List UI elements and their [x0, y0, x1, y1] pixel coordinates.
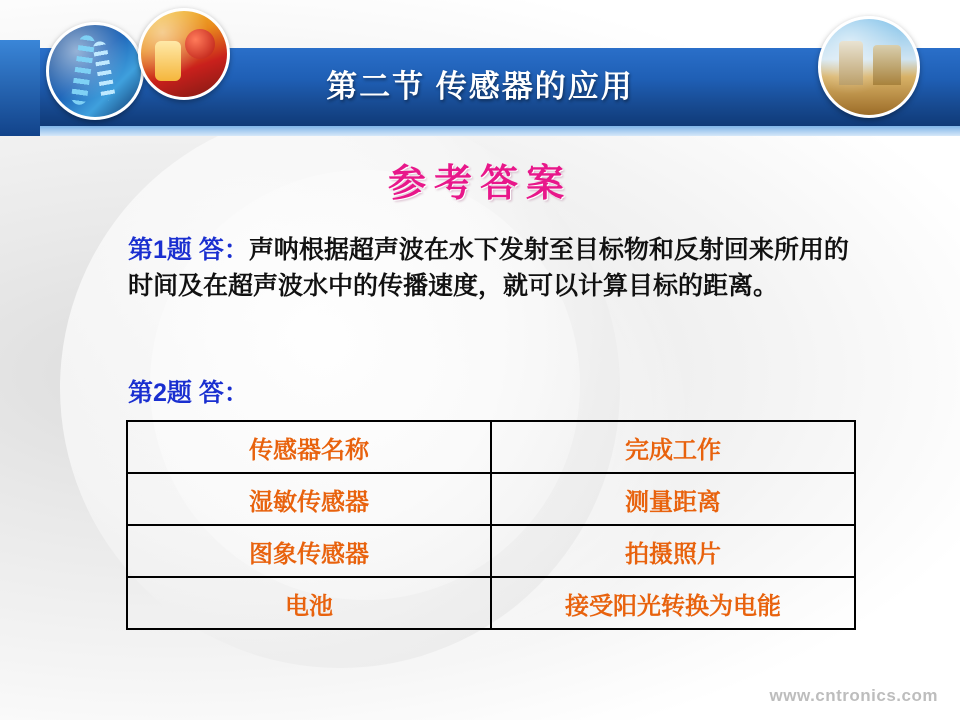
table-cell-sensor-name: 电池 — [127, 577, 491, 629]
question-1-label: 第1题 — [128, 236, 192, 264]
table-cell-sensor-name: 图象传感器 — [127, 525, 491, 577]
table-row — [127, 525, 855, 577]
table-row — [127, 473, 855, 525]
answer-heading: 参考答案 — [387, 160, 572, 205]
grain-silo-photo-icon — [818, 16, 920, 118]
question-1-answer-text: 声呐根据超声波在水下发射至目标物和反射回来所用的时间及在超声波水中的传播速度，就可以计算目标的距离。 — [128, 236, 849, 300]
question-1-block — [128, 232, 868, 304]
question-2-block — [128, 375, 868, 411]
table-cell-task: 接受阳光转换为电能 — [491, 577, 855, 629]
table-cell-task: 测量距离 — [491, 473, 855, 525]
dna-photo-icon — [46, 22, 144, 120]
answer-table — [126, 420, 856, 630]
question-2-answer-mark: 答： — [198, 379, 249, 407]
watermark: www.cntronics.com — [769, 686, 938, 705]
table-row — [127, 577, 855, 629]
page-title: 第二节 传感器的应用 — [326, 69, 634, 104]
table-cell-sensor-name: 湿敏传感器 — [127, 473, 491, 525]
table-cell-task: 拍摄照片 — [491, 525, 855, 577]
fruit-juice-photo-icon — [138, 8, 230, 100]
table-header-task: 完成工作 — [491, 421, 855, 473]
table-header-sensor-name: 传感器名称 — [127, 421, 491, 473]
question-1-answer-mark: 答： — [198, 236, 249, 264]
table-header-row — [127, 421, 855, 473]
question-2-label: 第2题 — [128, 379, 192, 407]
